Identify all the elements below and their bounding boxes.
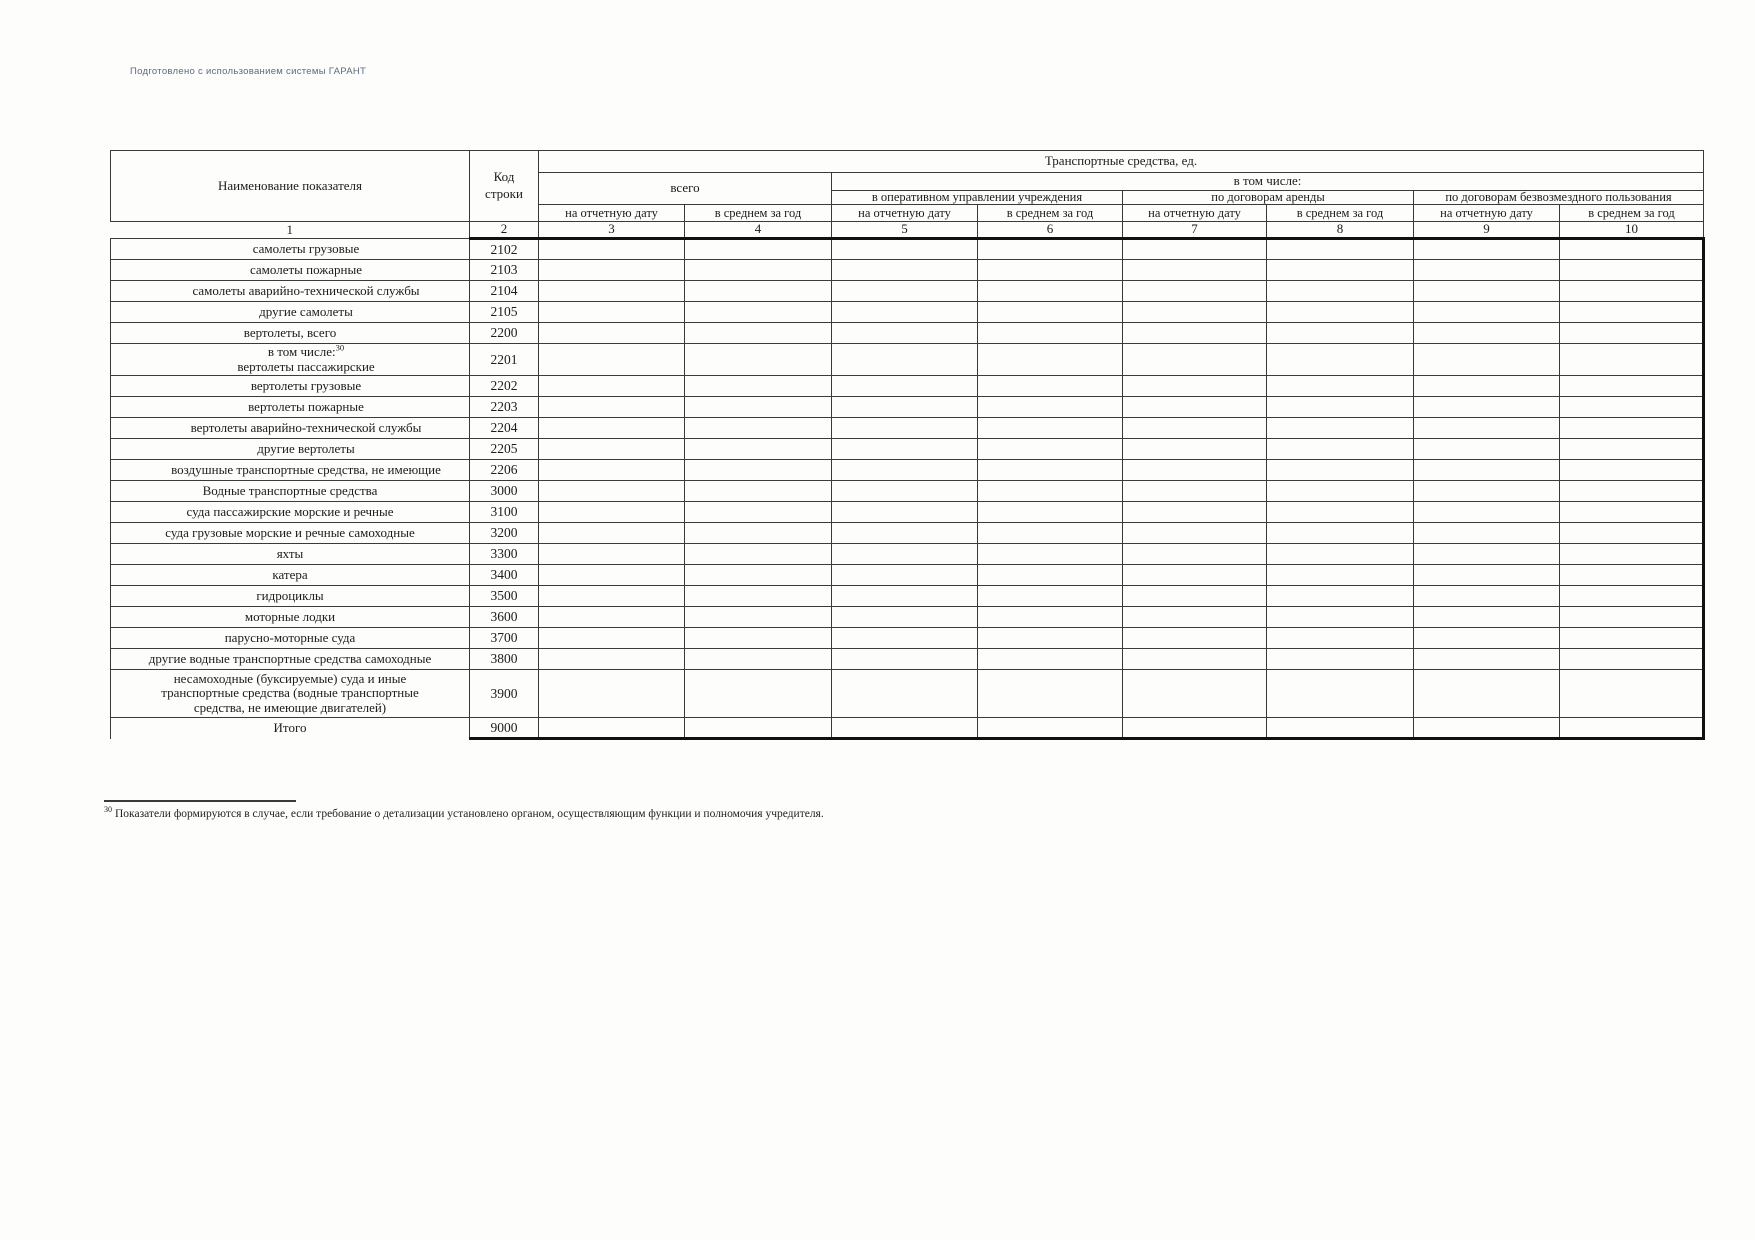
value-cell-empty	[832, 344, 978, 376]
value-cell-empty	[1123, 418, 1267, 439]
row-label: самолеты аварийно-технической службы	[111, 281, 470, 302]
value-cell-empty	[832, 670, 978, 718]
col-number: 10	[1560, 222, 1704, 239]
value-cell-empty	[685, 344, 832, 376]
value-cell-empty	[1123, 523, 1267, 544]
table-row	[111, 239, 1704, 260]
table-row	[111, 439, 1704, 460]
value-cell-empty	[832, 397, 978, 418]
value-cell-empty	[1267, 260, 1414, 281]
value-cell-empty	[685, 544, 832, 565]
value-cell-empty	[1560, 397, 1704, 418]
value-cell-empty	[1560, 670, 1704, 718]
value-cell-empty	[1267, 323, 1414, 344]
header-including: в том числе:	[832, 173, 1704, 191]
row-code: 2203	[470, 397, 539, 418]
header-group-operational: в оперативном управлении учреждения	[832, 191, 1123, 205]
footnote	[104, 805, 1004, 820]
value-cell-empty	[685, 502, 832, 523]
value-cell-empty	[1414, 460, 1560, 481]
value-cell-empty	[1414, 565, 1560, 586]
header-on-date: на отчетную дату	[1123, 205, 1267, 222]
value-cell-empty	[1414, 718, 1560, 739]
value-cell-empty	[1267, 544, 1414, 565]
value-cell-empty	[1560, 607, 1704, 628]
value-cell-empty	[685, 281, 832, 302]
row-label: воздушные транспортные средства, не имеющие	[111, 460, 470, 481]
value-cell-empty	[832, 628, 978, 649]
row-code: 2201	[470, 344, 539, 376]
value-cell-empty	[539, 718, 685, 739]
row-code: 3300	[470, 544, 539, 565]
value-cell-empty	[1414, 397, 1560, 418]
row-label: вертолеты грузовые	[111, 376, 470, 397]
row-label: вертолеты аварийно-технической службы	[111, 418, 470, 439]
row-label: парусно-моторные суда	[111, 628, 470, 649]
row-label: несамоходные (буксируемые) суда и иные транспортные средства (водные транспортные средства, не имеющие двигателей)	[111, 670, 470, 718]
value-cell-empty	[978, 239, 1123, 260]
row-code: 2102	[470, 239, 539, 260]
value-cell-empty	[1123, 544, 1267, 565]
value-cell-empty	[539, 281, 685, 302]
value-cell-empty	[539, 460, 685, 481]
value-cell-empty	[539, 502, 685, 523]
value-cell-empty	[1414, 376, 1560, 397]
value-cell-empty	[685, 586, 832, 607]
table-row	[111, 649, 1704, 670]
value-cell-empty	[1560, 323, 1704, 344]
value-cell-empty	[1560, 460, 1704, 481]
value-cell-empty	[1123, 607, 1267, 628]
col-number: 4	[685, 222, 832, 239]
row-code: 9000	[470, 718, 539, 739]
header-avg-year: в среднем за год	[685, 205, 832, 222]
value-cell-empty	[1560, 302, 1704, 323]
footnote-reference: 30	[335, 343, 345, 353]
value-cell-empty	[1560, 718, 1704, 739]
value-cell-empty	[1414, 344, 1560, 376]
row-label: суда грузовые морские и речные самоходные	[111, 523, 470, 544]
value-cell-empty	[1414, 281, 1560, 302]
value-cell-empty	[1123, 628, 1267, 649]
value-cell-empty	[539, 670, 685, 718]
value-cell-empty	[978, 502, 1123, 523]
value-cell-empty	[1267, 670, 1414, 718]
table-body	[111, 239, 1704, 739]
col-number: 8	[1267, 222, 1414, 239]
value-cell-empty	[1560, 344, 1704, 376]
table-row	[111, 260, 1704, 281]
table-row	[111, 544, 1704, 565]
value-cell-empty	[978, 376, 1123, 397]
value-cell-empty	[832, 523, 978, 544]
value-cell-empty	[978, 670, 1123, 718]
value-cell-empty	[832, 718, 978, 739]
value-cell-empty	[1560, 260, 1704, 281]
table-row	[111, 376, 1704, 397]
value-cell-empty	[1414, 523, 1560, 544]
value-cell-empty	[1414, 239, 1560, 260]
value-cell-empty	[1123, 302, 1267, 323]
row-label: суда пассажирские морские и речные	[111, 502, 470, 523]
table-row	[111, 523, 1704, 544]
row-code: 2202	[470, 376, 539, 397]
row-code: 3600	[470, 607, 539, 628]
row-code: 3000	[470, 481, 539, 502]
value-cell-empty	[685, 376, 832, 397]
header-avg-year: в среднем за год	[1560, 205, 1704, 222]
value-cell-empty	[832, 439, 978, 460]
value-cell-empty	[685, 302, 832, 323]
value-cell-empty	[685, 718, 832, 739]
value-cell-empty	[978, 586, 1123, 607]
value-cell-empty	[978, 718, 1123, 739]
value-cell-empty	[1123, 670, 1267, 718]
col-number: 6	[978, 222, 1123, 239]
header-group-lease: по договорам аренды	[1123, 191, 1414, 205]
value-cell-empty	[1560, 281, 1704, 302]
value-cell-empty	[978, 439, 1123, 460]
value-cell-empty	[1414, 439, 1560, 460]
table-row	[111, 502, 1704, 523]
value-cell-empty	[685, 439, 832, 460]
row-code: 2205	[470, 439, 539, 460]
value-cell-empty	[978, 523, 1123, 544]
value-cell-empty	[1560, 439, 1704, 460]
value-cell-empty	[1414, 607, 1560, 628]
row-label: вертолеты пожарные	[111, 397, 470, 418]
value-cell-empty	[1123, 260, 1267, 281]
value-cell-empty	[1267, 523, 1414, 544]
value-cell-empty	[1267, 586, 1414, 607]
value-cell-empty	[1123, 323, 1267, 344]
table-row	[111, 302, 1704, 323]
value-cell-empty	[1267, 607, 1414, 628]
value-cell-empty	[1560, 239, 1704, 260]
value-cell-empty	[1267, 439, 1414, 460]
value-cell-empty	[832, 565, 978, 586]
value-cell-empty	[832, 502, 978, 523]
value-cell-empty	[685, 481, 832, 502]
value-cell-empty	[832, 376, 978, 397]
col-number: 7	[1123, 222, 1267, 239]
value-cell-empty	[1414, 628, 1560, 649]
row-code: 3400	[470, 565, 539, 586]
value-cell-empty	[539, 323, 685, 344]
col-number: 1	[111, 222, 470, 239]
value-cell-empty	[1560, 523, 1704, 544]
value-cell-empty	[1560, 418, 1704, 439]
value-cell-empty	[832, 460, 978, 481]
value-cell-empty	[539, 481, 685, 502]
value-cell-empty	[1267, 502, 1414, 523]
value-cell-empty	[1123, 439, 1267, 460]
value-cell-empty	[1414, 260, 1560, 281]
value-cell-empty	[1267, 718, 1414, 739]
value-cell-empty	[978, 397, 1123, 418]
value-cell-empty	[539, 260, 685, 281]
value-cell-empty	[1123, 502, 1267, 523]
table-header	[111, 151, 1704, 239]
value-cell-empty	[1414, 649, 1560, 670]
value-cell-empty	[978, 260, 1123, 281]
footnote-divider	[104, 800, 296, 802]
row-code: 2206	[470, 460, 539, 481]
value-cell-empty	[978, 607, 1123, 628]
value-cell-empty	[978, 323, 1123, 344]
value-cell-empty	[1414, 418, 1560, 439]
value-cell-empty	[832, 544, 978, 565]
row-code: 2103	[470, 260, 539, 281]
row-code: 2200	[470, 323, 539, 344]
garant-watermark: Подготовлено с использованием системы ГАРАНТ	[130, 66, 367, 77]
row-label: другие водные транспортные средства самоходные	[111, 649, 470, 670]
row-label: другие вертолеты	[111, 439, 470, 460]
table-row	[111, 323, 1704, 344]
value-cell-empty	[832, 239, 978, 260]
table-row	[111, 481, 1704, 502]
header-on-date: на отчетную дату	[1414, 205, 1560, 222]
value-cell-empty	[1123, 281, 1267, 302]
table-row	[111, 281, 1704, 302]
value-cell-empty	[1414, 481, 1560, 502]
total-row	[111, 718, 1704, 739]
value-cell-empty	[1560, 502, 1704, 523]
value-cell-empty	[685, 565, 832, 586]
value-cell-empty	[978, 565, 1123, 586]
value-cell-empty	[832, 586, 978, 607]
table-row	[111, 397, 1704, 418]
row-label: самолеты грузовые	[111, 239, 470, 260]
value-cell-empty	[832, 281, 978, 302]
value-cell-empty	[685, 670, 832, 718]
value-cell-empty	[978, 628, 1123, 649]
value-cell-empty	[978, 460, 1123, 481]
table-row	[111, 586, 1704, 607]
value-cell-empty	[1123, 718, 1267, 739]
row-code: 3200	[470, 523, 539, 544]
value-cell-empty	[832, 323, 978, 344]
value-cell-empty	[1560, 586, 1704, 607]
row-label: другие самолеты	[111, 302, 470, 323]
header-total: всего	[539, 173, 832, 205]
value-cell-empty	[1123, 565, 1267, 586]
col-number: 9	[1414, 222, 1560, 239]
value-cell-empty	[685, 397, 832, 418]
table-row	[111, 418, 1704, 439]
value-cell-empty	[1267, 418, 1414, 439]
value-cell-empty	[832, 418, 978, 439]
value-cell-empty	[539, 565, 685, 586]
value-cell-empty	[539, 397, 685, 418]
header-avg-year: в среднем за год	[1267, 205, 1414, 222]
value-cell-empty	[539, 302, 685, 323]
row-label: самолеты пожарные	[111, 260, 470, 281]
header-group-title: Транспортные средства, ед.	[539, 151, 1704, 173]
value-cell-empty	[1123, 460, 1267, 481]
value-cell-empty	[685, 418, 832, 439]
value-cell-empty	[978, 418, 1123, 439]
value-cell-empty	[1414, 544, 1560, 565]
value-cell-empty	[1560, 565, 1704, 586]
value-cell-empty	[1267, 460, 1414, 481]
row-code: 3900	[470, 670, 539, 718]
value-cell-empty	[832, 481, 978, 502]
row-label: моторные лодки	[111, 607, 470, 628]
transport-vehicles-table	[110, 150, 1705, 740]
table-row	[111, 565, 1704, 586]
value-cell-empty	[685, 607, 832, 628]
value-cell-empty	[685, 649, 832, 670]
value-cell-empty	[1414, 502, 1560, 523]
value-cell-empty	[539, 439, 685, 460]
value-cell-empty	[685, 523, 832, 544]
row-code: 2104	[470, 281, 539, 302]
value-cell-empty	[832, 649, 978, 670]
row-label: в том числе:$^{30}$ вертолеты пассажирские	[111, 344, 470, 376]
row-code: 2105	[470, 302, 539, 323]
value-cell-empty	[1560, 376, 1704, 397]
table-row	[111, 344, 1704, 376]
value-cell-empty	[1560, 628, 1704, 649]
value-cell-empty	[1123, 376, 1267, 397]
row-code: 3100	[470, 502, 539, 523]
footnote-text: Показатели формируются в случае, если требование о детализации установлено органом, осуществляющим функции и полномочия учредителя.	[115, 807, 824, 820]
value-cell-empty	[539, 239, 685, 260]
value-cell-empty	[978, 344, 1123, 376]
header-on-date: на отчетную дату	[539, 205, 685, 222]
value-cell-empty	[832, 260, 978, 281]
value-cell-empty	[1414, 302, 1560, 323]
row-code: 3500	[470, 586, 539, 607]
value-cell-empty	[539, 544, 685, 565]
value-cell-empty	[1267, 302, 1414, 323]
value-cell-empty	[685, 260, 832, 281]
row-code: 3800	[470, 649, 539, 670]
value-cell-empty	[978, 481, 1123, 502]
value-cell-empty	[539, 607, 685, 628]
table-row	[111, 460, 1704, 481]
value-cell-empty	[1123, 649, 1267, 670]
value-cell-empty	[539, 628, 685, 649]
value-cell-empty	[978, 302, 1123, 323]
col-number: 3	[539, 222, 685, 239]
header-group-gratuitous: по договорам безвозмездного пользования	[1414, 191, 1704, 205]
value-cell-empty	[1123, 586, 1267, 607]
value-cell-empty	[1267, 397, 1414, 418]
value-cell-empty	[685, 628, 832, 649]
value-cell-empty	[1560, 544, 1704, 565]
table-row	[111, 607, 1704, 628]
value-cell-empty	[1414, 586, 1560, 607]
row-label: яхты	[111, 544, 470, 565]
value-cell-empty	[1267, 565, 1414, 586]
header-name-col: Наименование показателя	[111, 151, 470, 222]
value-cell-empty	[685, 323, 832, 344]
row-label: Водные транспортные средства	[111, 481, 470, 502]
value-cell-empty	[1123, 397, 1267, 418]
value-cell-empty	[1267, 649, 1414, 670]
row-code: 2204	[470, 418, 539, 439]
value-cell-empty	[539, 344, 685, 376]
header-on-date: на отчетную дату	[832, 205, 978, 222]
value-cell-empty	[1267, 376, 1414, 397]
value-cell-empty	[832, 607, 978, 628]
value-cell-empty	[539, 418, 685, 439]
row-code: 3700	[470, 628, 539, 649]
value-cell-empty	[832, 302, 978, 323]
value-cell-empty	[685, 239, 832, 260]
value-cell-empty	[1123, 239, 1267, 260]
value-cell-empty	[1267, 281, 1414, 302]
value-cell-empty	[1560, 649, 1704, 670]
table-row	[111, 628, 1704, 649]
value-cell-empty	[1267, 628, 1414, 649]
footnote-marker: 30	[104, 805, 112, 814]
value-cell-empty	[1123, 481, 1267, 502]
value-cell-empty	[1560, 481, 1704, 502]
value-cell-empty	[1267, 481, 1414, 502]
value-cell-empty	[1267, 239, 1414, 260]
table-row	[111, 670, 1704, 718]
value-cell-empty	[978, 649, 1123, 670]
row-label: гидроциклы	[111, 586, 470, 607]
value-cell-empty	[1123, 344, 1267, 376]
value-cell-empty	[539, 649, 685, 670]
header-code-col: Код строки	[470, 151, 539, 222]
value-cell-empty	[539, 376, 685, 397]
value-cell-empty	[978, 544, 1123, 565]
value-cell-empty	[685, 460, 832, 481]
value-cell-empty	[1414, 670, 1560, 718]
value-cell-empty	[978, 281, 1123, 302]
total-label: Итого	[111, 718, 470, 739]
value-cell-empty	[1267, 344, 1414, 376]
value-cell-empty	[539, 523, 685, 544]
row-label: вертолеты, всего	[111, 323, 470, 344]
col-number: 5	[832, 222, 978, 239]
header-avg-year: в среднем за год	[978, 205, 1123, 222]
row-label: катера	[111, 565, 470, 586]
col-number: 2	[470, 222, 539, 239]
value-cell-empty	[539, 586, 685, 607]
value-cell-empty	[1414, 323, 1560, 344]
